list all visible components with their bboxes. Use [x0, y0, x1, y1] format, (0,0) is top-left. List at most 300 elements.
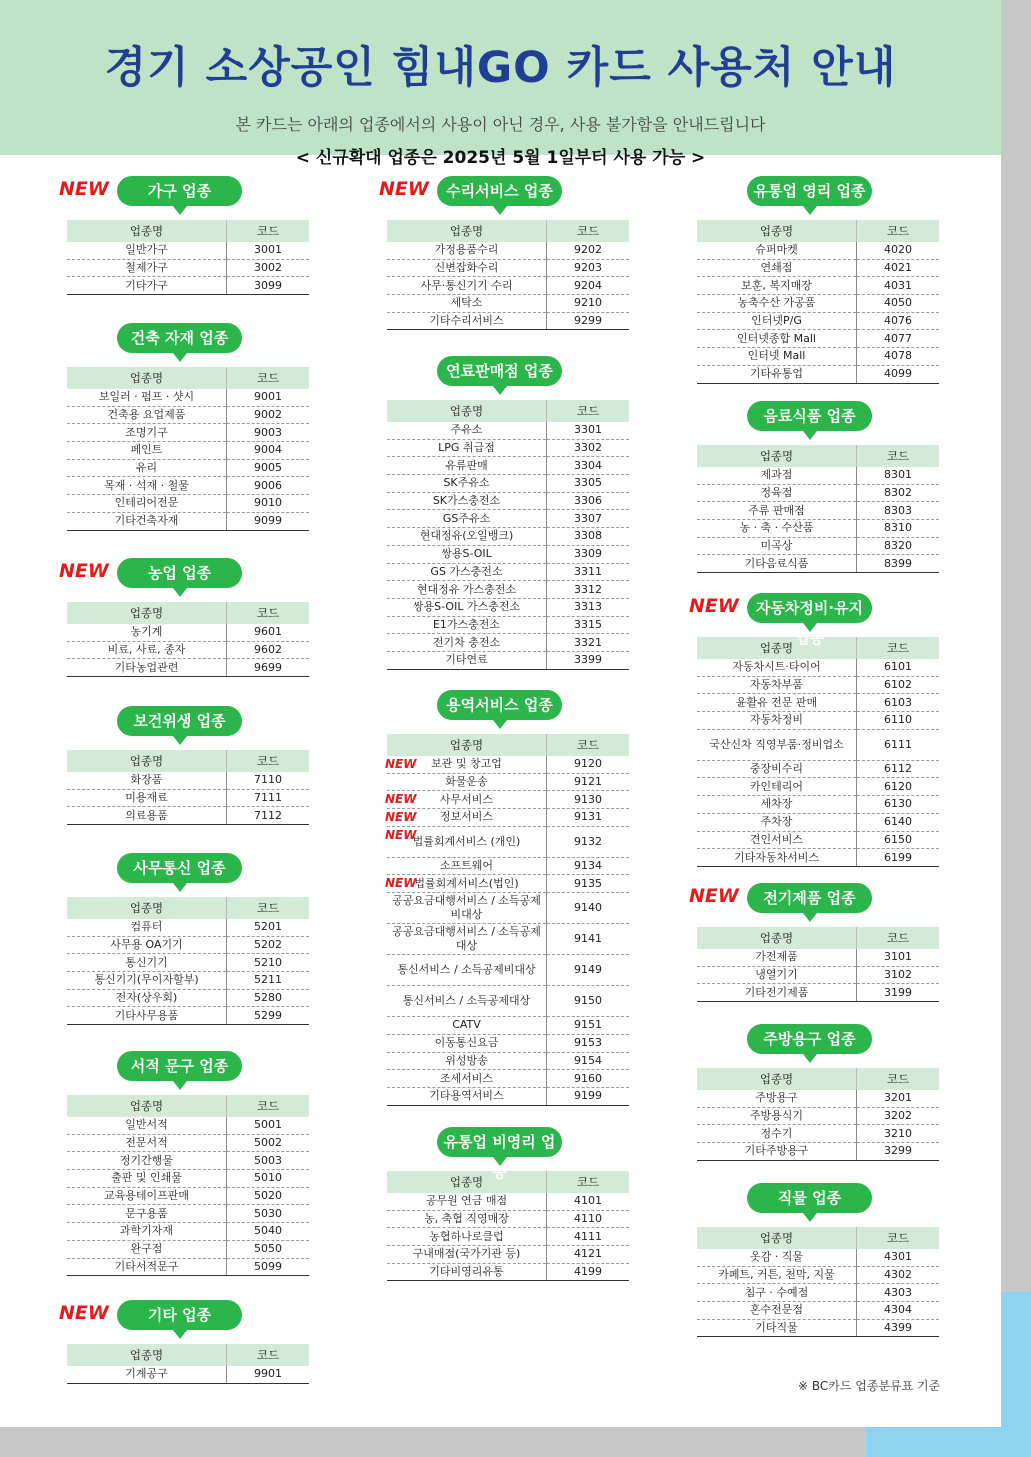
section-title: 유통업 비영리 업종 [437, 1127, 562, 1157]
category-name [67, 659, 227, 677]
category-code: 6199 [857, 849, 940, 867]
category-code: 9130 [547, 791, 630, 809]
category-name [67, 919, 227, 936]
category-name-text: 보일러 · 펌프 · 샷시 [98, 390, 195, 404]
category-name [697, 694, 857, 712]
category-name-text: 공공요금대행서비스 / 소득공제대상 [392, 925, 541, 953]
category-code: 9140 [547, 893, 630, 924]
table-row [387, 1263, 629, 1281]
category-name-text: 자동차시트·타이어 [732, 660, 821, 674]
category-name [697, 348, 857, 366]
table-row [387, 510, 629, 528]
table-row [67, 936, 309, 954]
column-header-code: 코드 [227, 897, 310, 919]
table-row [697, 242, 939, 259]
table-row [387, 857, 629, 875]
category-name-text: 통신기기(무이자할부) [94, 973, 199, 987]
column-header-name: 업종명 [67, 367, 227, 389]
category-code: 6130 [857, 796, 940, 814]
category-name-text: 전자(상우회) [115, 991, 178, 1005]
table-row [387, 634, 629, 652]
category-name-text: 통신서비스 / 소득공제비대상 [397, 963, 536, 977]
section-header [697, 1024, 939, 1068]
category-name-text: 법률회계서비스(법인) [414, 876, 519, 890]
section-title: 유통업 영리 업종 [747, 176, 872, 206]
section-title: 보건위생 업종 [117, 706, 242, 736]
category-code: 9299 [547, 312, 630, 330]
category-name [67, 772, 227, 789]
category-name-text: 기타자동차서비스 [733, 850, 819, 864]
category-name-text: 침구 · 수예점 [744, 1285, 809, 1299]
table-row [67, 989, 309, 1007]
category-name-text: 주유소 [450, 423, 483, 437]
category-code: 9141 [547, 924, 630, 955]
row-new-badge: NEW [385, 810, 417, 825]
category-name [67, 1223, 227, 1241]
section-header [387, 690, 629, 734]
new-badge: NEW [689, 595, 739, 617]
category-code: 6111 [857, 729, 940, 760]
category-name [387, 1017, 547, 1035]
category-table [697, 1227, 939, 1337]
category-code: 9132 [547, 826, 630, 857]
column-header-code: 코드 [857, 1227, 940, 1249]
category-name [387, 634, 547, 652]
category-name-text: 인테리어전문 [114, 496, 179, 510]
table-row [387, 773, 629, 791]
category-name [67, 459, 227, 477]
category-name [387, 475, 547, 493]
section-5 [67, 1051, 309, 1276]
category-name-text: 정수기 [760, 1126, 793, 1140]
column-header-name: 업종명 [67, 602, 227, 624]
category-name-text: 인터넷P/G [751, 314, 802, 328]
category-name [67, 1134, 227, 1152]
section-title: 기타 업종 [117, 1300, 242, 1330]
section-14 [689, 883, 939, 1002]
category-name [387, 457, 547, 475]
table-row [387, 277, 629, 295]
category-name [67, 259, 227, 277]
category-name-text: 유리 [135, 461, 158, 475]
section-0 [59, 176, 309, 295]
category-code: 9203 [547, 259, 630, 277]
category-name [387, 1087, 547, 1105]
category-name [67, 936, 227, 954]
page-subtitle: 본 카드는 아래의 업종에서의 사용이 아닌 경우, 사용 불가함을 안내드립니다 [235, 115, 766, 134]
category-name [697, 365, 857, 383]
category-name [387, 875, 547, 893]
category-name-text: 농, 축협 직영매장 [424, 1212, 509, 1226]
table-row [387, 528, 629, 546]
category-name [387, 756, 547, 773]
table-row [67, 1170, 309, 1188]
category-name-text: 정육점 [760, 486, 793, 500]
category-name-text: 기타용역서비스 [429, 1089, 504, 1103]
category-code: 8399 [857, 555, 940, 573]
category-table [697, 927, 939, 1002]
table-row [697, 312, 939, 330]
column-header-code: 코드 [857, 1068, 940, 1090]
category-table [697, 220, 939, 384]
category-name [697, 676, 857, 694]
category-name-text: 주차장 [760, 815, 793, 829]
table-row [697, 1090, 939, 1107]
category-name-text: 쌍용S-OIL 가스충전소 [412, 600, 521, 614]
table-row [387, 1193, 629, 1210]
category-name-text: LPG 취급점 [438, 441, 495, 455]
table-row [387, 1070, 629, 1088]
column-header-code: 코드 [547, 734, 630, 756]
category-name-text: 의료용품 [125, 808, 168, 822]
category-name-text: 기타직물 [755, 1321, 798, 1335]
category-name [67, 277, 227, 295]
category-code: 3306 [547, 492, 630, 510]
category-code: 3307 [547, 510, 630, 528]
table-row [697, 966, 939, 984]
category-name [67, 512, 227, 530]
table-row [387, 651, 629, 669]
section-header [59, 1300, 309, 1344]
category-code: 8302 [857, 484, 940, 502]
table-row [697, 537, 939, 555]
category-name-text: 기타수리서비스 [429, 314, 504, 328]
section-title: 서적 문구 업종 [117, 1051, 242, 1081]
category-name [387, 295, 547, 313]
category-name-text: CATV [452, 1018, 481, 1032]
category-code: 3099 [227, 277, 310, 295]
category-code: 5010 [227, 1170, 310, 1188]
table-row [67, 659, 309, 677]
category-code: 9154 [547, 1052, 630, 1070]
category-name [387, 492, 547, 510]
category-code: 3309 [547, 545, 630, 563]
category-code: 9901 [227, 1366, 310, 1383]
category-code: 3308 [547, 528, 630, 546]
table-row [387, 1052, 629, 1070]
category-name [697, 555, 857, 573]
table-row [67, 277, 309, 295]
category-name-text: 기타서적문구 [114, 1259, 179, 1273]
decor-strip-bottom [866, 1427, 1031, 1457]
category-name [697, 1143, 857, 1161]
category-name [67, 442, 227, 460]
column-header-code: 코드 [547, 400, 630, 422]
category-name [67, 389, 227, 406]
table-row [697, 984, 939, 1002]
category-name [387, 1193, 547, 1210]
section-13 [689, 593, 939, 867]
section-7 [379, 176, 629, 330]
category-code: 5210 [227, 954, 310, 972]
new-badge: NEW [59, 560, 109, 582]
table-row [387, 492, 629, 510]
category-name [697, 242, 857, 259]
category-name [697, 502, 857, 520]
category-code: 4399 [857, 1319, 940, 1337]
category-name-text: 일반가구 [125, 243, 168, 257]
table-row [697, 1266, 939, 1284]
table-row [387, 1087, 629, 1105]
table-row [67, 1240, 309, 1258]
section-header [387, 1127, 629, 1181]
category-table [697, 637, 939, 867]
column-header-name: 업종명 [67, 750, 227, 772]
category-name-text: 비료, 사료, 종자 [107, 643, 186, 657]
category-code: 8320 [857, 537, 940, 555]
category-code: 3002 [227, 259, 310, 277]
category-name-text: 공무원 연금 매점 [425, 1194, 508, 1208]
category-table [387, 220, 629, 330]
table-row [387, 616, 629, 634]
category-name [697, 1107, 857, 1125]
category-name [67, 1007, 227, 1025]
category-name [697, 849, 857, 867]
category-name-text: 법률회계서비스 (개인) [412, 834, 521, 848]
category-name [697, 330, 857, 348]
category-name [697, 966, 857, 984]
table-row [697, 676, 939, 694]
row-new-badge: NEW [385, 827, 417, 842]
column-header-name: 업종명 [697, 1227, 857, 1249]
column-header-code: 코드 [227, 602, 310, 624]
column-header-name: 업종명 [697, 637, 857, 659]
category-name [387, 986, 547, 1017]
category-name [387, 242, 547, 259]
category-code: 4303 [857, 1284, 940, 1302]
category-code: 9004 [227, 442, 310, 460]
category-name-text: 조명기구 [125, 425, 168, 439]
category-name-text: 슈퍼마켓 [755, 243, 798, 257]
category-name [387, 773, 547, 791]
category-name-text: GS 가스충전소 [430, 564, 503, 578]
table-row [697, 259, 939, 277]
table-row [67, 919, 309, 936]
section-9 [387, 690, 629, 1106]
column-header-name: 업종명 [697, 220, 857, 242]
category-name-text: 기계공구 [125, 1367, 168, 1381]
section-title: 음료식품 업종 [747, 401, 872, 431]
category-name [67, 1187, 227, 1205]
category-name [67, 1152, 227, 1170]
category-code: 4111 [547, 1228, 630, 1246]
category-name [67, 954, 227, 972]
category-name-text: 사무용 OA기기 [110, 938, 183, 952]
category-name-text: SK가스충전소 [432, 494, 501, 508]
category-table [67, 1344, 309, 1384]
category-code: 5002 [227, 1134, 310, 1152]
section-16 [697, 1183, 939, 1337]
category-code: 3102 [857, 966, 940, 984]
column-header-code: 코드 [227, 220, 310, 242]
table-row [67, 1117, 309, 1134]
category-name-text: 공공요금대행서비스 / 소득공제비대상 [392, 894, 541, 922]
section-header [59, 176, 309, 220]
table-row [697, 330, 939, 348]
table-row [67, 1205, 309, 1223]
category-code: 5050 [227, 1240, 310, 1258]
category-code: 3210 [857, 1125, 940, 1143]
table-row [387, 1210, 629, 1228]
table-row [67, 512, 309, 530]
category-code: 9210 [547, 295, 630, 313]
table-row [387, 581, 629, 599]
category-name [67, 1170, 227, 1188]
table-row [697, 831, 939, 849]
table-row [697, 365, 939, 383]
table-row [387, 563, 629, 581]
category-name-text: 기타건축자재 [114, 514, 179, 528]
section-4 [67, 853, 309, 1025]
category-name [387, 1246, 547, 1264]
category-code: 9150 [547, 986, 630, 1017]
table-row [387, 242, 629, 259]
table-row [67, 772, 309, 789]
category-name-text: 보훈, 복지매장 [741, 278, 812, 292]
category-code: 9202 [547, 242, 630, 259]
table-row [697, 796, 939, 814]
category-code: 6110 [857, 712, 940, 730]
category-name [697, 1266, 857, 1284]
category-name [697, 949, 857, 966]
category-code: 9151 [547, 1017, 630, 1035]
category-name [387, 791, 547, 809]
category-code: 3311 [547, 563, 630, 581]
category-name [387, 1034, 547, 1052]
category-code: 3315 [547, 616, 630, 634]
new-badge: NEW [59, 178, 109, 200]
table-row [67, 242, 309, 259]
column-header-code: 코드 [227, 1344, 310, 1366]
section-title: 연료판매점 업종 [437, 356, 562, 386]
section-header [697, 401, 939, 445]
category-name [697, 537, 857, 555]
table-row [387, 791, 629, 809]
category-code: 9134 [547, 857, 630, 875]
category-name [697, 1125, 857, 1143]
table-row [67, 1152, 309, 1170]
category-code: 3399 [547, 651, 630, 669]
category-name [697, 312, 857, 330]
table-row [67, 442, 309, 460]
category-table [67, 750, 309, 825]
category-name [697, 1284, 857, 1302]
category-name-text: 화물운송 [445, 775, 488, 789]
category-code: 9003 [227, 424, 310, 442]
category-code: 4121 [547, 1246, 630, 1264]
category-name-text: 자동차부품 [749, 678, 804, 692]
category-name-text: 기타주방용구 [744, 1144, 809, 1158]
category-name-text: 가전제품 [755, 950, 798, 964]
section-title: 가구 업종 [117, 176, 242, 206]
new-badge: NEW [59, 1302, 109, 1324]
category-table [67, 367, 309, 531]
new-badge: NEW [689, 885, 739, 907]
category-name [67, 624, 227, 641]
table-row [697, 849, 939, 867]
category-name [697, 1249, 857, 1266]
category-name-text: 보관 및 창고업 [431, 757, 502, 771]
category-code: 4077 [857, 330, 940, 348]
table-row [387, 826, 629, 857]
category-name-text: 국산신차 직영부품·정비업소 [709, 737, 844, 751]
category-code: 9160 [547, 1070, 630, 1088]
table-row [387, 955, 629, 986]
category-name-text: 출판 및 인쇄물 [111, 1171, 182, 1185]
table-row [697, 295, 939, 313]
category-code: 3201 [857, 1090, 940, 1107]
category-name-text: 쌍용S-OIL [441, 547, 492, 561]
category-code: 3199 [857, 984, 940, 1002]
section-header [697, 1183, 939, 1227]
category-name [67, 1258, 227, 1276]
category-code: 3305 [547, 475, 630, 493]
category-name [387, 1228, 547, 1246]
category-code: 9001 [227, 389, 310, 406]
table-row [697, 712, 939, 730]
category-name-text: 기타유통업 [749, 367, 804, 381]
category-code: 4078 [857, 348, 940, 366]
table-row [67, 495, 309, 513]
category-name [387, 528, 547, 546]
category-name-text: 가정용품수리 [434, 243, 499, 257]
table-row [67, 459, 309, 477]
category-code: 9699 [227, 659, 310, 677]
category-name [387, 563, 547, 581]
category-name-text: 기타농업관련 [114, 660, 179, 674]
category-code: 9121 [547, 773, 630, 791]
category-code: 4301 [857, 1249, 940, 1266]
category-name-text: 위성방송 [445, 1053, 488, 1067]
section-6 [59, 1300, 309, 1384]
category-name-text: 세탁소 [450, 296, 483, 310]
category-code: 4031 [857, 277, 940, 295]
category-name [387, 259, 547, 277]
category-code: 8301 [857, 467, 940, 484]
table-row [387, 457, 629, 475]
column-header-name: 업종명 [387, 1171, 547, 1193]
category-name [697, 778, 857, 796]
category-name-text: 인터넷 Mall [747, 349, 806, 363]
row-new-badge: NEW [385, 757, 417, 771]
category-name-text: 자동차정비 [749, 713, 804, 727]
category-name-text: 옷감 · 직물 [750, 1250, 803, 1264]
category-name [387, 651, 547, 669]
category-name-text: 기타음료식품 [744, 556, 809, 570]
category-name-text: E1가스충전소 [432, 617, 501, 631]
category-name [387, 616, 547, 634]
column-header-code: 코드 [547, 220, 630, 242]
category-code: 4099 [857, 365, 940, 383]
category-code: 3301 [547, 422, 630, 439]
category-name-text: 기타연료 [445, 653, 488, 667]
category-name-text: 전문서적 [125, 1136, 168, 1150]
category-code: 7112 [227, 807, 310, 825]
category-code: 5001 [227, 1117, 310, 1134]
category-name [697, 277, 857, 295]
column-header-name: 업종명 [67, 897, 227, 919]
category-name-text: 카인테리어 [749, 779, 804, 793]
category-code: 9006 [227, 477, 310, 495]
table-row [697, 659, 939, 676]
category-table [67, 897, 309, 1025]
column-header-name: 업종명 [67, 1344, 227, 1366]
section-header [387, 356, 629, 400]
category-name-text: 철제가구 [125, 261, 168, 275]
category-name [67, 477, 227, 495]
category-code: 9002 [227, 406, 310, 424]
table-row [67, 259, 309, 277]
